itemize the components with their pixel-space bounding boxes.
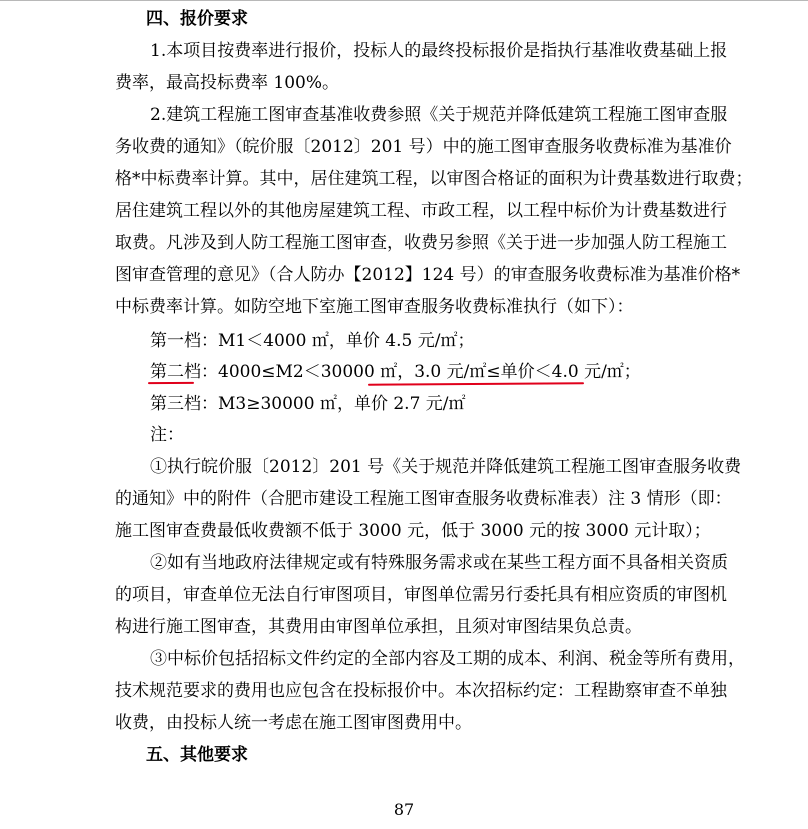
note-2-line: ②如有当地政府法律规定或有特殊服务需求或在某些工程方面不具备相关资质 xyxy=(150,553,728,573)
paragraph-line: 取费。凡涉及到人防工程施工图审查，收费另参照《关于进一步加强人防工程施工 xyxy=(115,233,727,253)
note-1-line: 的通知》中的附件（合肥市建设工程施工图审查服务收费标准表）注 3 情形（即： xyxy=(115,489,732,509)
page-number: 87 xyxy=(393,800,415,819)
note-3-line: ③中标价包括招标文件约定的全部内容及工期的成本、利润、税金等所有费用， xyxy=(150,649,745,669)
tier-2-line: 第二档：4000≤M2＜30000 ㎡，3.0 元/㎡≤单价＜4.0 元/㎡； xyxy=(150,362,641,382)
tier-3-line: 第三档：M3≥30000 ㎡，单价 2.7 元/㎡ xyxy=(150,394,466,414)
note-1-line: 施工图审查费最低收费额不低于 3000 元，低于 3000 元的按 3000 元计取）； xyxy=(115,521,711,541)
paragraph-line: 1.本项目按费率进行报价，投标人的最终投标报价是指执行基准收费基础上报 xyxy=(150,41,728,61)
note-3-line: 收费，由投标人统一考虑在施工图审图费用中。 xyxy=(115,713,472,733)
note-1-line: ①执行皖价服〔2012〕201 号《关于规范并降低建筑工程施工图审查服务收费 xyxy=(150,457,742,477)
red-underline-unit-price-range xyxy=(368,382,584,386)
paragraph-line: 费率，最高投标费率 100%。 xyxy=(115,73,340,93)
paragraph-line: 2.建筑工程施工图审查基准收费参照《关于规范并降低建筑工程施工图审查服 xyxy=(150,105,728,125)
section-4-heading: 四、报价要求 xyxy=(146,9,248,29)
paragraph-line: 格*中标费率计算。其中，居住建筑工程，以审图合格证的面积为计费基数进行取费； xyxy=(115,169,753,189)
paragraph-line: 务收费的通知》（皖价服〔2012〕201 号）中的施工图审查服务收费标准为基准价 xyxy=(115,137,732,157)
top-border xyxy=(0,0,808,1)
section-5-heading: 五、其他要求 xyxy=(146,745,248,765)
note-2-line: 构进行施工图审查，其费用由审图单位承担，且须对审图结果负总责。 xyxy=(115,617,642,637)
note-2-line: 的项目，审查单位无法自行审图项目，审图单位需另行委托具有相应资质的审图机 xyxy=(115,585,727,605)
note-label: 注： xyxy=(150,425,184,445)
red-underline-tier-label xyxy=(148,382,194,384)
paragraph-line: 居住建筑工程以外的其他房屋建筑工程、市政工程，以工程中标价为计费基数进行 xyxy=(115,201,727,221)
paragraph-line: 中标费率计算。如防空地下室施工图审查服务收费标准执行（如下）： xyxy=(115,297,634,317)
note-3-line: 技术规范要求的费用也应包含在投标报价中。本次招标约定：工程勘察审查不单独 xyxy=(115,681,727,701)
tier-1-line: 第一档：M1＜4000 ㎡，单价 4.5 元/㎡； xyxy=(150,331,475,351)
paragraph-line: 图审查管理的意见》（合人防办【2012】124 号）的审查服务收费标准为基准价格* xyxy=(115,265,741,285)
